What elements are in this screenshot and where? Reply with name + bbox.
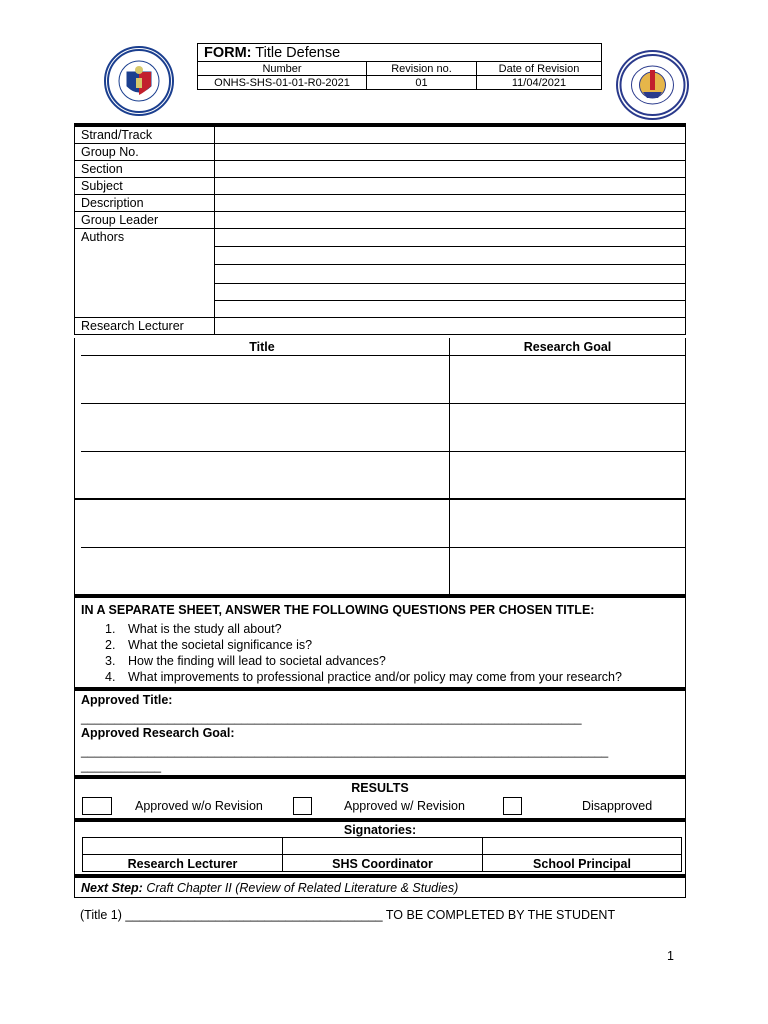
- form-label: FORM:: [204, 45, 252, 61]
- approved-goal-label: Approved Research Goal:: [81, 726, 235, 740]
- header-col-date: Date of Revision: [498, 63, 580, 75]
- next-step-text: [81, 882, 458, 895]
- signatory-research-lecturer: Research Lecturer: [127, 857, 238, 871]
- question-4-num: 4.: [105, 670, 116, 684]
- next-step-section: [74, 877, 686, 898]
- form-title: [204, 45, 340, 61]
- question-2-num: 2.: [105, 638, 116, 652]
- deped-seal-logo: [104, 46, 174, 116]
- label-strand: Strand/Track: [81, 128, 153, 142]
- question-1-num: 1.: [105, 622, 116, 636]
- group-leader-field[interactable]: [215, 212, 685, 228]
- signature-shs-coordinator[interactable]: [283, 838, 482, 854]
- label-section: Section: [81, 162, 123, 176]
- signature-school-principal[interactable]: [483, 838, 681, 854]
- goal-field-5[interactable]: [450, 548, 685, 594]
- questions-heading: IN A SEPARATE SHEET, ANSWER THE FOLLOWING QUESTIONS PER CHOSEN TITLE:: [81, 603, 595, 617]
- question-4-text: What improvements to professional practice and/or policy may come from your research?: [128, 670, 622, 684]
- title-field-4[interactable]: [81, 500, 449, 547]
- approved-section: [74, 690, 686, 776]
- footer-title-blank[interactable]: _____________________________________: [125, 908, 383, 922]
- approved-title-line[interactable]: ___________________________________________________________________________: [81, 711, 582, 725]
- school-seal-logo: [616, 50, 689, 120]
- goal-field-2[interactable]: [450, 404, 685, 451]
- deped-seal-icon: [106, 48, 172, 114]
- signatories-section: [74, 821, 686, 874]
- header-val-revision: 01: [415, 77, 428, 89]
- titles-table: [74, 338, 686, 598]
- title-field-2[interactable]: [81, 404, 449, 451]
- next-step-content: Craft Chapter II (Review of Related Literature & Studies): [146, 881, 459, 895]
- label-authors: Authors: [81, 230, 125, 244]
- authors-field[interactable]: [215, 229, 685, 317]
- signatories-heading: Signatories:: [343, 823, 417, 837]
- footer-title-line: [80, 909, 615, 922]
- questions-section: [74, 598, 686, 688]
- header-col-revision: Revision no.: [391, 63, 452, 75]
- header-val-date: 11/04/2021: [511, 77, 567, 89]
- header-col-number: Number: [262, 63, 302, 75]
- research-lecturer-field[interactable]: [215, 318, 685, 334]
- signatory-shs-coordinator: SHS Coordinator: [332, 857, 433, 871]
- goal-field-1[interactable]: [450, 356, 685, 403]
- title-field-5[interactable]: [81, 548, 449, 594]
- strand-field[interactable]: [215, 124, 685, 143]
- question-1-text: What is the study all about?: [128, 622, 282, 636]
- goal-field-4[interactable]: [450, 500, 685, 547]
- form-title-text: Title Defense: [255, 45, 341, 61]
- question-3-text: How the finding will lead to societal advances?: [128, 654, 386, 668]
- approved-goal-line-2[interactable]: ____________: [81, 759, 162, 773]
- results-section: [74, 778, 686, 818]
- section-field[interactable]: [215, 161, 685, 177]
- question-2-text: What the societal significance is?: [128, 638, 313, 652]
- option-disapproved: Disapproved: [582, 799, 653, 813]
- title-field-3[interactable]: [81, 452, 449, 498]
- label-research-lecturer: Research Lecturer: [81, 319, 184, 333]
- signature-research-lecturer[interactable]: [83, 838, 282, 854]
- group-no-field[interactable]: [215, 144, 685, 160]
- form-header-box: [197, 43, 602, 90]
- approved-title-label: Approved Title:: [81, 693, 173, 707]
- label-group-no: Group No.: [81, 145, 139, 159]
- checkbox-disapproved[interactable]: [503, 797, 522, 815]
- signatory-school-principal: School Principal: [533, 857, 631, 871]
- checkbox-approved-wo-revision[interactable]: [82, 797, 112, 815]
- question-3-num: 3.: [105, 654, 116, 668]
- option-approved-w-revision: Approved w/ Revision: [344, 799, 465, 813]
- results-heading: RESULTS: [351, 781, 409, 795]
- header-val-number: ONHS-SHS-01-01-R0-2021: [214, 77, 350, 89]
- approved-goal-line[interactable]: _______________________________________________________________________________: [81, 744, 609, 758]
- option-approved-wo-revision: Approved w/o Revision: [135, 799, 263, 813]
- title-field-1[interactable]: [81, 356, 449, 403]
- page-number: 1: [667, 949, 674, 963]
- label-group-leader: Group Leader: [81, 213, 159, 227]
- subject-field[interactable]: [215, 178, 685, 194]
- signatories-table: [82, 837, 682, 872]
- description-field[interactable]: [215, 195, 685, 211]
- label-description: Description: [81, 196, 144, 210]
- info-table: [74, 124, 686, 335]
- footer-title-prefix: (Title 1): [80, 908, 122, 922]
- next-step-label: Next Step:: [81, 881, 143, 895]
- footer-title-suffix: TO BE COMPLETED BY THE STUDENT: [385, 908, 616, 922]
- label-subject: Subject: [81, 179, 123, 193]
- checkbox-approved-w-revision[interactable]: [293, 797, 312, 815]
- goal-field-3[interactable]: [450, 452, 685, 498]
- col-title-header: Title: [249, 340, 275, 354]
- school-seal-icon: [618, 52, 687, 118]
- col-goal-header: Research Goal: [523, 340, 612, 354]
